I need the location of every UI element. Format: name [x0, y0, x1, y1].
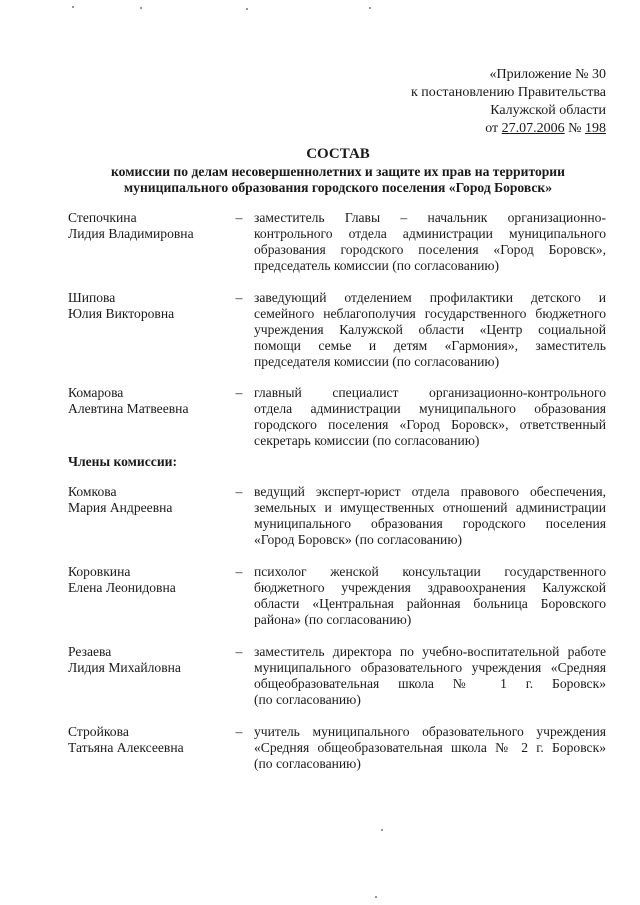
position-line: (по согласованию): [254, 692, 361, 707]
dash-separator: –: [235, 564, 243, 579]
member-position: [254, 385, 606, 449]
dash-separator: –: [235, 724, 243, 739]
scan-speck: [140, 7, 142, 9]
position-line: бюджетного учреждения здравоохранения Калужской: [254, 580, 606, 595]
position-line: района» (по согласованию): [254, 612, 412, 627]
scan-speck: [375, 896, 377, 898]
position-line: области «Центральная районная больница Боровского: [254, 596, 606, 611]
position-line: заместитель директора по учебно-воспитательной работе: [254, 644, 606, 659]
member-surname: Степочкина: [68, 210, 137, 225]
subtitle-line: муниципального образования городского поселения «Город Боровск»: [123, 180, 553, 195]
member-surname: Резаева: [68, 644, 112, 659]
document-title: СОСТАВ: [306, 146, 370, 162]
position-line: муниципального образования городского поселения: [254, 516, 606, 531]
position-line: городского поселения «Город Боровск», ответственный: [254, 417, 606, 432]
member-name: [68, 290, 228, 322]
position-line: муниципального образовательного учреждения «Средняя: [254, 660, 606, 675]
scan-speck: [369, 7, 371, 9]
member-name: [68, 644, 228, 676]
position-line: председатель комиссии (по согласованию): [254, 258, 500, 273]
member-given-name: Юлия Викторовна: [68, 306, 175, 321]
member-given-name: Лидия Михайловна: [68, 660, 181, 675]
member-name: [68, 724, 228, 756]
member-name: [68, 484, 228, 516]
member-position: [254, 290, 606, 370]
dash-separator: –: [235, 644, 243, 659]
member-surname: Шипова: [68, 290, 116, 305]
subtitle-line: комиссии по делам несовершеннолетних и защите их прав на территории: [111, 164, 565, 179]
member-surname: Коровкина: [68, 564, 131, 579]
position-line: контрольного отдела администрации муниципального: [254, 226, 606, 241]
annex-number: 198: [585, 121, 606, 136]
position-line: ведущий эксперт-юрист отдела правового обеспечения,: [254, 484, 606, 499]
position-line: земельных и имущественных отношений администрации: [254, 500, 606, 515]
dash-separator: –: [235, 385, 243, 400]
dash-separator: –: [235, 484, 243, 499]
member-given-name: Мария Андреевна: [68, 500, 173, 515]
position-line: заведующий отделением профилактики детского и: [254, 290, 606, 305]
member-given-name: Татьяна Алексеевна: [68, 740, 184, 755]
annex-date-prefix: от: [485, 121, 502, 136]
position-line: (по согласованию): [254, 756, 361, 771]
position-line: заместитель Главы – начальник организационно-: [254, 210, 606, 225]
position-line: образования городского поселения «Город Боровск»,: [254, 242, 606, 257]
position-line: секретарь комиссии (по согласованию): [254, 433, 480, 448]
annex-date: 27.07.2006: [501, 121, 565, 136]
position-line: «Город Боровск» (по согласованию): [254, 532, 463, 547]
position-line: учреждения Калужской области «Центр социальной: [254, 322, 606, 337]
member-position: [254, 564, 606, 628]
scan-speck: [246, 8, 248, 10]
member-given-name: Елена Леонидовна: [68, 580, 176, 595]
position-line: «Средняя общеобразовательная школа № 2 г. Боровск»: [254, 740, 606, 755]
member-given-name: Лидия Владимировна: [68, 226, 194, 241]
member-position: [254, 210, 606, 274]
member-name: [68, 564, 228, 596]
annex-date-line: [286, 120, 606, 138]
position-line: общеобразовательная школа № 1 г. Боровск»: [254, 676, 606, 691]
member-surname: Комарова: [68, 385, 124, 400]
member-surname: Стройкова: [68, 724, 129, 739]
member-surname: Комкова: [68, 484, 117, 499]
member-position: [254, 724, 606, 772]
position-line: главный специалист организационно-контрольного: [254, 385, 606, 400]
member-name: [68, 385, 228, 417]
position-line: председателя комиссии (по согласованию): [254, 354, 500, 369]
member-position: [254, 644, 606, 708]
member-position: [254, 484, 606, 548]
dash-separator: –: [235, 290, 243, 305]
members-heading: Члены комиссии:: [68, 454, 178, 469]
position-line: учитель муниципального образовательного учреждения: [254, 724, 606, 739]
position-line: семейного неблагополучия государственного бюджетного: [254, 306, 606, 321]
member-name: [68, 210, 228, 242]
position-line: психолог женской консультации государственного: [254, 564, 606, 579]
scan-speck: [72, 6, 74, 8]
annex-number-prefix: №: [564, 121, 585, 136]
annex-line: Калужской области: [490, 103, 606, 118]
annex-block: [286, 66, 606, 138]
member-given-name: Алевтина Матвеевна: [68, 401, 189, 416]
scan-speck: [381, 829, 383, 831]
dash-separator: –: [235, 210, 243, 225]
annex-line: «Приложение № 30: [489, 67, 606, 82]
position-line: помощи семье и детям «Гармония», заместитель: [254, 338, 606, 353]
annex-line: к постановлению Правительства: [410, 85, 606, 100]
document-subtitle: [60, 164, 616, 196]
position-line: отдела администрации муниципального образования: [254, 401, 606, 416]
